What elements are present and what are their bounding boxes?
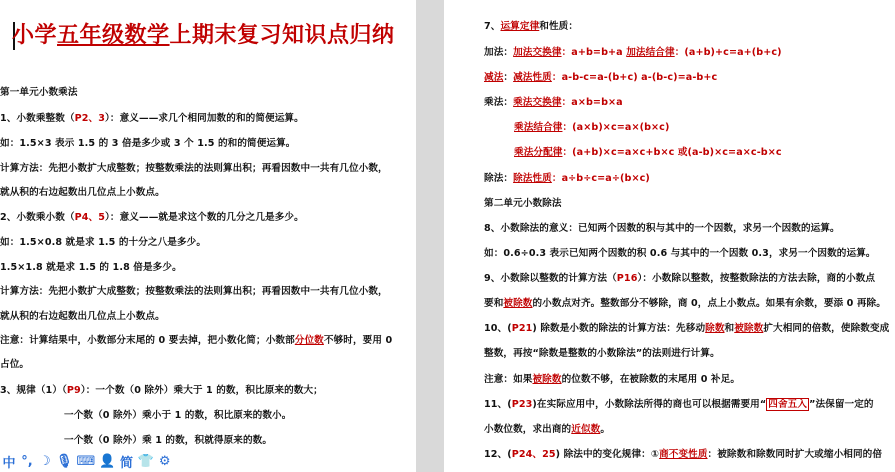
text-segment: ）：小数除以整数，按整数除法的方法去除，商的小数点 [637, 273, 876, 284]
highlighted-term: ：a÷b÷c=a÷(b×c) [551, 173, 650, 184]
highlighted-term: P23 [511, 399, 533, 410]
text-segment: “ [532, 348, 539, 359]
text-segment: 9、小数除以整数的计算方法（ [484, 273, 617, 284]
text-segment: 2、小数乘小数（ [0, 212, 75, 223]
moon-icon[interactable]: ☽ [39, 453, 51, 469]
text-segment: 3、规律（1）（ [0, 385, 67, 396]
text-line [0, 236, 206, 250]
shirt-icon[interactable]: 👕 [137, 453, 154, 469]
text-line [484, 297, 886, 311]
text-line [0, 334, 392, 348]
highlighted-term: P24、25 [511, 449, 556, 460]
text-segment: ）：一个数（0 除外）乘大于 1 的数，积比原来的数大； [80, 385, 323, 396]
highlighted-term: 加法交换律 [513, 47, 562, 58]
text-segment: 11、( [484, 399, 512, 410]
text-segment: 如：1.5×0.8 就是求 1.5 的十分之八是多少。 [0, 237, 207, 248]
text-segment: 除数是整数的小数除法 [538, 348, 636, 359]
text-segment: 小数位数，求出商的 [484, 424, 572, 435]
text-segment: 不够时，要用 0 [323, 335, 393, 346]
text-segment: 如：1.5×3 表示 1.5 的 3 倍是多少或 3 个 1.5 的和的简便运算。 [0, 138, 296, 149]
keyboard-icon[interactable]: ⌨ [76, 453, 96, 469]
text-line [64, 409, 291, 423]
text-segment: 就从积的右边起数出几位点上小数点。 [0, 187, 165, 198]
text-line [484, 46, 782, 60]
highlighted-term: 被除数 [532, 374, 562, 385]
highlighted-term: P16 [616, 273, 638, 284]
text-segment: 计算方法：先把小数扩大成整数；按整数乘法的法则算出积；再看因数中一共有几位小数， [0, 286, 388, 297]
highlighted-term: 近似数 [571, 424, 601, 435]
text-segment: 要和 [484, 298, 504, 309]
highlighted-term: 被除数 [734, 323, 764, 334]
text-line [0, 310, 165, 324]
text-segment: 的位数不够，在被除数的末尾用 0 补足。 [561, 374, 741, 385]
text-line [484, 322, 889, 336]
text-segment: 乘法： [484, 97, 514, 108]
text-segment: ）：意义——求几个相同加数的和的简便运算。 [105, 113, 304, 124]
text-line [484, 96, 623, 110]
text-segment: ” [635, 348, 643, 359]
highlighted-term: 商不变性质 [659, 449, 708, 460]
text-line [514, 121, 669, 135]
text-line [484, 347, 720, 361]
document-page-left [0, 0, 416, 472]
text-segment: 如：0.6÷0.3 表示已知两个因数的积 0.6 与其中的一个因数 0.3，求另一个因数的运算。 [484, 248, 876, 259]
text-segment: 整数，再按 [484, 348, 533, 359]
text-line [64, 434, 272, 448]
text-segment: 注意：计算结果中，小数部分末尾的 0 要去掉，把小数化简；小数部 [0, 335, 295, 346]
input-method-cn-icon[interactable]: 中 [2, 455, 16, 471]
text-segment: 和性质： [539, 21, 579, 32]
input-method-toolbar[interactable] [0, 450, 177, 472]
text-segment: 7、 [484, 21, 501, 32]
highlighted-term: ：(a+b)×c=a×c+b×c 或(a-b)×c=a×c-b×c [562, 147, 782, 158]
highlighted-term: 乘法交换律 [513, 97, 562, 108]
text-line [0, 261, 182, 275]
highlighted-term: P2、3 [74, 113, 106, 124]
settings-gear-icon[interactable]: ⚙ [158, 453, 171, 469]
text-segment: 注意：如果 [484, 374, 533, 385]
mic-icon[interactable]: 🎙 [56, 453, 73, 469]
text-segment: 。 [600, 424, 611, 435]
highlighted-term: ：a+b=b+a [561, 47, 623, 58]
text-segment: 1、小数乘整数（ [0, 113, 75, 124]
text-line [0, 211, 304, 225]
text-line [514, 146, 782, 160]
text-segment: 第一单元小数乘法 [0, 87, 78, 98]
highlighted-term: 除法性质 [513, 173, 552, 184]
text-segment: ) 除数是小数的除法的计算方法：先移动 [532, 323, 706, 334]
text-line [484, 373, 740, 387]
text-line [484, 20, 578, 34]
text-segment: 的小数点对齐。整数部分不够除，商 0，点上小数点。如果有余数，要添 0 再除。 [532, 298, 886, 309]
text-segment: 加法： [484, 47, 514, 58]
text-line [484, 448, 882, 462]
text-line [484, 197, 562, 211]
highlighted-term: P4、5 [74, 212, 106, 223]
text-segment: 一个数（0 除外）乘小于 1 的数，积比原来的数小。 [64, 410, 292, 421]
highlighted-term: P9 [66, 385, 81, 396]
text-segment: 除法： [484, 173, 514, 184]
highlighted-term: 被除数 [503, 298, 533, 309]
text-segment: 8、小数除法的意义：已知两个因数的积与其中的一个因数，求另一个因数的运算。 [484, 223, 840, 234]
highlighted-term: 乘法结合律 [514, 122, 563, 133]
document-title: 小学五年级数学上期末复习知识点归纳 [12, 23, 395, 48]
text-segment: 一个数（0 除外）乘 1 的数，积就得原来的数。 [64, 435, 273, 446]
text-segment: 计算方法：先把小数扩大成整数；按整数乘法的法则算出积；再看因数中一共有几位小数， [0, 163, 388, 174]
highlighted-term: a-(b-c)=a-b+c [641, 72, 718, 83]
text-segment: 10、( [484, 323, 512, 334]
highlighted-term: P21 [511, 323, 533, 334]
text-line [0, 86, 78, 100]
text-segment: 扩大相同的倍数，使除数变成 [763, 323, 890, 334]
text-line [484, 222, 840, 236]
text-segment: ) 除法中的变化规律：① [555, 449, 660, 460]
text-segment: 和 [724, 323, 735, 334]
text-segment: ： [503, 72, 514, 83]
highlighted-term: 减法 [484, 72, 504, 83]
simplified-chinese-icon[interactable]: 简 [119, 455, 133, 471]
text-line [0, 358, 29, 372]
text-line [484, 71, 717, 85]
text-line [484, 272, 875, 286]
highlighted-term: 四舍五入 [768, 399, 808, 410]
highlighted-term: 加法结合律 [626, 47, 675, 58]
highlighted-term: 除数 [705, 323, 725, 334]
text-segment: ）：意义——就是求这个数的几分之几是多少。 [105, 212, 304, 223]
text-line [484, 398, 874, 412]
highlighted-term: 减法性质 [513, 72, 552, 83]
text-line [484, 172, 650, 186]
text-segment: 12、( [484, 449, 512, 460]
text-segment: 占位。 [0, 359, 30, 370]
text-segment: 的法则进行计算。 [642, 348, 720, 359]
user-icon[interactable]: 👤 [99, 453, 116, 469]
text-line [0, 186, 165, 200]
text-line [484, 247, 876, 261]
document-page-right [444, 0, 895, 472]
highlighted-term: 乘法分配律 [514, 147, 563, 158]
highlighted-term: ：a-b-c=a-(b+c) [551, 72, 638, 83]
punctuation-icon[interactable]: °, [21, 453, 33, 469]
text-segment: )在实际应用中，小数除法所得的商也可以根据需要用“ [532, 399, 767, 410]
highlighted-term: ：a×b=b×a [561, 97, 623, 108]
highlighted-term: 运算定律 [500, 21, 540, 32]
text-segment: ”法保留一定的 [809, 399, 874, 410]
text-line [0, 162, 388, 176]
text-segment: 1.5×1.8 就是求 1.5 的 1.8 倍是多少。 [0, 262, 182, 273]
text-segment: 第二单元小数除法 [484, 198, 562, 209]
text-line [0, 384, 323, 398]
text-segment: ：被除数和除数同时扩大或缩小相同的倍 [707, 449, 883, 460]
text-line [0, 137, 296, 151]
highlighted-term: 分位数 [294, 335, 324, 346]
text-segment: 就从积的右边起数出几位点上小数点。 [0, 311, 165, 322]
text-line [484, 423, 610, 437]
text-line [0, 112, 304, 126]
text-line [0, 285, 388, 299]
highlighted-term: ：(a+b)+c=a+(b+c) [674, 47, 782, 58]
highlighted-term: ：(a×b)×c=a×(b×c) [562, 122, 670, 133]
